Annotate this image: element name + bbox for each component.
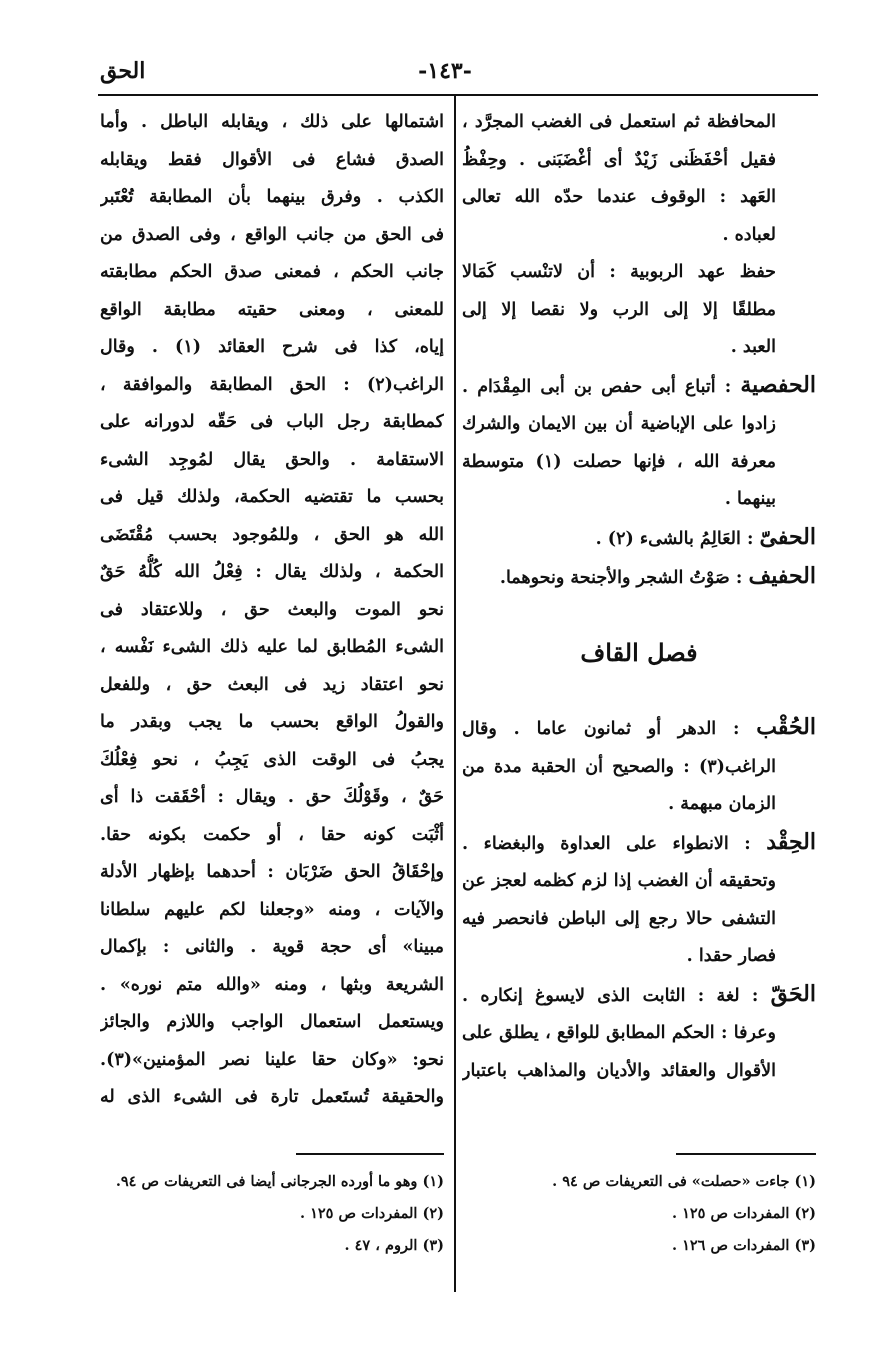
footnote: (٢) المفردات ص ١٢٥ . (300, 1205, 444, 1222)
footnote: (١) وهو ما أورده الجرجانى أيضا فى التعريفات ص ٩٤. (115, 1173, 444, 1190)
line-text: الراغب(٣) : والصحيح أن الحقبة مدة من (462, 756, 776, 777)
line-text: جانب الحكم ، فمعنى صدق الحكم مطابقته (100, 262, 444, 282)
text-line (100, 817, 444, 855)
text-line (100, 442, 444, 480)
text-line (100, 667, 444, 705)
entry-headword: الحفيف (748, 563, 816, 589)
line-text: والآيات ، ومنه «وجعلنا لكم عليهم سلطانا (100, 899, 444, 920)
footnotes-right (470, 1166, 816, 1262)
text-line (100, 329, 444, 367)
page-number: -١٤٣- (418, 58, 472, 84)
line-text: والقولُ الواقع بحسب ما يجب وبقدر ما (100, 712, 444, 732)
text-line (462, 217, 816, 255)
line-text: يجبُ فى الوقت الذى يَجِبُ ، نحو فِعْلُكَ (100, 749, 444, 770)
entry-line (462, 558, 816, 598)
line-text: : أتباع أبى حفص بن أبى المِقْدَام . (462, 376, 741, 397)
footnotes-left (100, 1166, 444, 1262)
text-line (100, 929, 444, 967)
line-text: بينهما . (724, 489, 776, 509)
text-line (100, 592, 444, 630)
text-line (100, 254, 444, 292)
line-text: للمعنى ، ومعنى حقيته مطابقة الواقع (100, 299, 444, 320)
line-text: فقيل أحْفَظَنى زَيْدٌ أى أغْضَبَنى . وحِفْظُ (462, 149, 776, 170)
text-line (462, 863, 816, 901)
line-text: الأقوال والعقائد والأديان والمذاهب باعتبار (462, 1060, 776, 1081)
text-line (462, 179, 816, 217)
line-text: الصدق فشاع فى الأقوال فقط ويقابله (100, 149, 444, 170)
line-text: وإحْقَاقُ الحق ضَرْبَان : أحدهما بإظهار الأدلة (100, 862, 444, 882)
text-line (100, 1004, 444, 1042)
line-text: أثْبَت كونه حقا ، أو حكمت بكونه حقا. (100, 824, 444, 845)
footnote: (٢) المفردات ص ١٢٥ . (672, 1205, 816, 1222)
entry-line (462, 709, 816, 749)
line-text: حفظ عهد الربوبية : أن لاتنْسب كَمَالا (462, 262, 776, 282)
text-line (462, 142, 816, 180)
text-line (100, 292, 444, 330)
line-text: : العَالِمُ بالشىء (٢) . (595, 528, 760, 549)
text-line (100, 104, 444, 142)
footnote-rule-right (676, 1153, 816, 1155)
text-line (100, 967, 444, 1005)
header-rule (98, 94, 818, 96)
text-line (462, 1053, 816, 1091)
left-column-text (100, 104, 444, 1117)
line-text: : صَوْتُ الشجر والأجنحة ونحوهما. (499, 568, 749, 588)
footnote-rule-left (296, 1153, 444, 1155)
line-text: زادوا على الإباضية أن بين الايمان والشرك (462, 414, 776, 434)
line-text: مبينا» أى حجة قوية . والثانى : بإكمال (100, 937, 444, 957)
text-line (100, 179, 444, 217)
entry-line (462, 824, 816, 864)
entry-headword: الحفىّ (759, 523, 816, 550)
entry-headword: الحُقْب (756, 714, 816, 740)
right-column-entries-after (462, 709, 816, 1090)
text-line (462, 292, 816, 330)
line-text: بحسب ما تقتضيه الحكمة، ولذلك قيل فى (100, 487, 444, 507)
text-line (100, 367, 444, 405)
entry-line (462, 519, 816, 559)
line-text: مطلقًا إلا إلى الرب ولا نقصا إلا إلى (462, 299, 776, 320)
line-text: حَقٌ ، وقَوْلُكَ حق . ويقال : أحْقَقت ذا أى (100, 787, 444, 807)
text-line (100, 854, 444, 892)
line-text: نحو اعتقاد زيد فى البعث حق ، وللفعل (100, 674, 444, 695)
line-text: : الدهر أو ثمانون عاما . وقال (462, 719, 757, 739)
line-text: وتحقيقه أن الغضب إذا لزم كظمه لعجز عن (462, 871, 776, 891)
left-column (100, 104, 444, 1117)
text-line (100, 1042, 444, 1080)
line-text: فى الحق من جانب الواقع ، وفى الصدق من (100, 224, 444, 245)
line-text: فصار حقدا . (686, 946, 776, 966)
entry-headword: الحَقّ (770, 980, 816, 1007)
line-text: الحكمة ، ولذلك يقال : فِعْلُ الله كُلُّهُ حَقٌ (100, 562, 444, 582)
line-text: نحو: «وكان حقا علينا نصر المؤمنين»(٣). (100, 1049, 444, 1070)
text-line (462, 481, 816, 519)
line-text: ويستعمل استعمال الواجب واللازم والجائز (100, 1012, 444, 1032)
right-column-entries (462, 104, 816, 598)
text-line (100, 217, 444, 255)
running-head: الحق (100, 58, 146, 84)
text-line (462, 786, 816, 824)
text-line (100, 142, 444, 180)
entry-headword: الحِقْد (766, 828, 816, 855)
line-text: اشتمالها على ذلك ، ويقابله الباطل . وأما (100, 112, 444, 132)
text-line (100, 479, 444, 517)
entry-line (462, 976, 816, 1016)
text-line (100, 517, 444, 555)
right-column (462, 104, 816, 1090)
text-line (100, 779, 444, 817)
entry-headword: الحفصية (740, 371, 816, 398)
line-text: وعرفا : الحكم المطابق للواقع ، يطلق على (462, 1023, 776, 1043)
column-divider (454, 96, 456, 1292)
line-text: الاستقامة . والحق يقال لمُوجِد الشىء (100, 449, 444, 470)
text-line (100, 404, 444, 442)
line-text: الراغب(٢) : الحق المطابقة والموافقة ، (100, 374, 444, 395)
text-line (100, 892, 444, 930)
footnote: (٣) الروم ، ٤٧ . (344, 1237, 444, 1254)
text-line (100, 629, 444, 667)
text-line (462, 901, 816, 939)
line-text: الكذب . وفرق بينهما بأن المطابقة تُعْتَبر (100, 187, 444, 207)
line-text: العَهد : الوقوف عندما حدّه الله تعالى (462, 187, 776, 207)
entry-line (462, 367, 816, 407)
footnote: (١) جاءت «حصلت» فى التعريفات ص ٩٤ . (552, 1173, 816, 1190)
line-text: التشفى حالا رجع إلى الباطن فانحصر فيه (462, 908, 776, 929)
section-title: فصل القاف (580, 637, 698, 667)
text-line (462, 938, 816, 976)
line-text: العبد . (730, 337, 776, 357)
text-line (100, 554, 444, 592)
text-line (462, 104, 816, 142)
line-text: الزمان مبهمة . (668, 794, 776, 814)
line-text: لعباده . (722, 224, 776, 245)
text-line (462, 406, 816, 444)
text-line (100, 742, 444, 780)
text-line (462, 749, 816, 787)
text-line (462, 329, 816, 367)
text-line (462, 1015, 816, 1053)
line-text: الله هو الحق ، وللمُوجود بحسب مُقْتَضَى (100, 524, 444, 545)
line-text: المحافظة ثم استعمل فى الغضب المجرَّد ، (462, 112, 776, 132)
text-line (100, 1079, 444, 1117)
line-text: معرفة الله ، فإنها حصلت (١) متوسطة (462, 451, 777, 472)
text-line (462, 254, 816, 292)
text-line (100, 704, 444, 742)
line-text: : لغة : الثابت الذى لايسوغ إنكاره . (462, 985, 771, 1006)
line-text: نحو الموت والبعث حق ، وللاعتقاد فى (100, 599, 444, 620)
line-text: والحقيقة تُستَعمل تارة فى الشىء الذى له (100, 1087, 444, 1107)
line-text: كمطابقة رجل الباب فى حَقّه لدورانه على (100, 412, 444, 432)
line-text: الشريعة وبثها ، ومنه «والله متم نوره» . (100, 974, 444, 995)
footnote: (٣) المفردات ص ١٢٦ . (672, 1237, 816, 1254)
text-line (462, 444, 816, 482)
line-text: الشىء المُطابق لما عليه ذلك الشىء نَفْسه ، (100, 637, 444, 657)
line-text: إياه، كذا فى شرح العقائد (١) . وقال (100, 337, 444, 357)
line-text: : الانطواء على العداوة والبغضاء . (462, 833, 767, 854)
